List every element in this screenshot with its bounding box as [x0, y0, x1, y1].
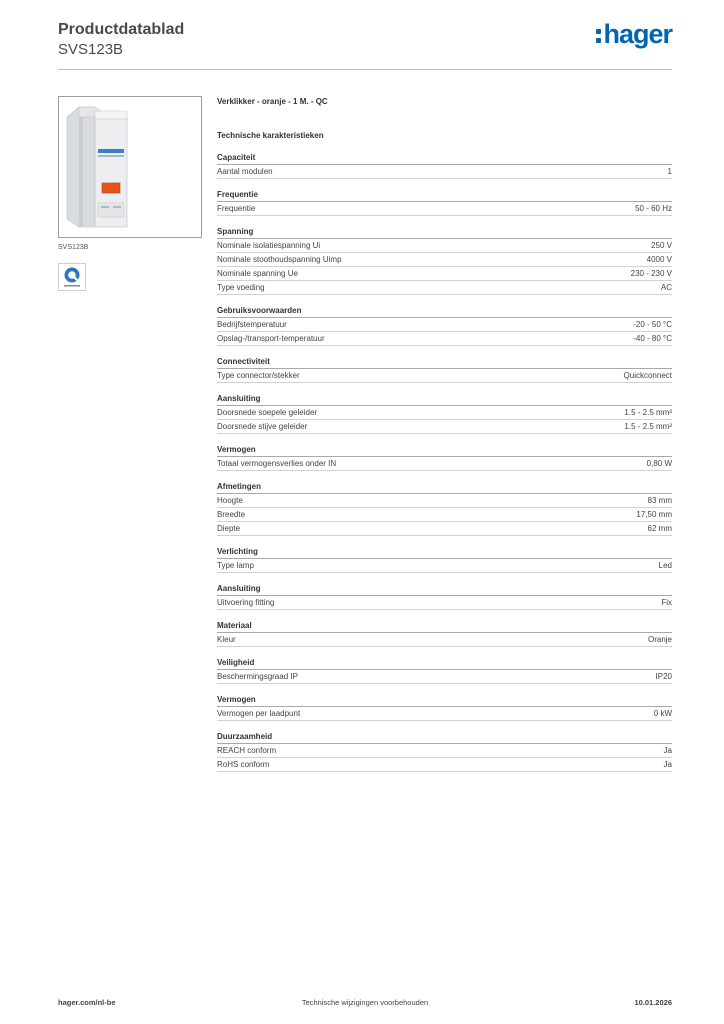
spec-label: Nominale spanning Ue — [217, 269, 298, 278]
spec-row — [217, 267, 672, 281]
product-image — [58, 96, 202, 238]
spec-section — [217, 393, 672, 434]
hager-logo — [596, 21, 672, 47]
spec-section-title: Vermogen — [217, 444, 672, 457]
document-title: Productdatablad — [58, 21, 185, 38]
spec-value: Quickconnect — [623, 371, 672, 380]
spec-value: Led — [658, 561, 672, 570]
spec-label: Beschermingsgraad IP — [217, 672, 298, 681]
spec-value: 1.5 - 2.5 mm² — [624, 422, 672, 431]
spec-value: -20 - 50 °C — [633, 320, 672, 329]
spec-label: Bedrijfstemperatuur — [217, 320, 287, 329]
page-header — [58, 21, 672, 70]
spec-row — [217, 332, 672, 346]
spec-section-title: Frequentie — [217, 189, 672, 202]
spec-row — [217, 369, 672, 383]
spec-row — [217, 281, 672, 295]
spec-value: 0,80 W — [646, 459, 672, 468]
spec-section — [217, 657, 672, 684]
spec-value: 1.5 - 2.5 mm² — [624, 408, 672, 417]
spec-row — [217, 758, 672, 772]
spec-label: Hoogte — [217, 496, 243, 505]
spec-value: -40 - 80 °C — [633, 334, 672, 343]
spec-value: AC — [660, 283, 672, 292]
spec-section-title: Aansluiting — [217, 583, 672, 596]
spec-value: 0 kW — [653, 709, 672, 718]
spec-row — [217, 239, 672, 253]
spec-label: Frequentie — [217, 204, 256, 213]
logo-dots-icon — [596, 29, 601, 43]
spec-label: Kleur — [217, 635, 236, 644]
footer-notice: Technische wijzigingen voorbehouden — [301, 998, 429, 1007]
spec-value: 230 - 230 V — [630, 269, 672, 278]
spec-section-title: Spanning — [217, 226, 672, 239]
spec-row — [217, 420, 672, 434]
spec-label: Uitvoering fitting — [217, 598, 275, 607]
footer-date: 10.01.2026 — [634, 998, 672, 1007]
spec-row — [217, 165, 672, 179]
spec-value: 62 mm — [647, 524, 672, 533]
spec-section-title: Connectiviteit — [217, 356, 672, 369]
spec-label: Doorsnede soepele geleider — [217, 408, 318, 417]
spec-row — [217, 522, 672, 536]
spec-label: Nominale isolatiespanning Ui — [217, 241, 321, 250]
document-subtitle: SVS123B — [58, 41, 124, 58]
spec-row — [217, 508, 672, 522]
spec-row — [217, 633, 672, 647]
spec-row — [217, 318, 672, 332]
spec-section — [217, 356, 672, 383]
spec-section-title: Duurzaamheid — [217, 731, 672, 744]
spec-section — [217, 731, 672, 772]
specification-sections — [217, 152, 672, 772]
spec-label: Type voeding — [217, 283, 265, 292]
product-description: Verklikker - oranje - 1 M. - QC — [217, 97, 328, 106]
modular-indicator-device-icon — [65, 103, 131, 231]
spec-label: RoHS conform — [217, 760, 270, 769]
spec-row — [217, 406, 672, 420]
spec-row — [217, 253, 672, 267]
spec-section — [217, 583, 672, 610]
spec-section — [217, 189, 672, 216]
spec-section — [217, 546, 672, 573]
spec-section-title: Afmetingen — [217, 481, 672, 494]
specification-content — [217, 96, 672, 772]
spec-label: Type lamp — [217, 561, 254, 570]
spec-value: 17,50 mm — [636, 510, 672, 519]
spec-label: Opslag-/transport-temperatuur — [217, 334, 325, 343]
spec-section — [217, 226, 672, 295]
spec-section — [217, 481, 672, 536]
spec-value: Oranje — [647, 635, 672, 644]
spec-value: 1 — [667, 167, 672, 176]
page-footer — [58, 998, 672, 1010]
spec-value: IP20 — [655, 672, 672, 681]
spec-value: 50 - 60 Hz — [635, 204, 672, 213]
spec-section-title: Capaciteit — [217, 152, 672, 165]
spec-value: Fix — [661, 598, 672, 607]
spec-section-title: Gebruiksvoorwaarden — [217, 305, 672, 318]
spec-value: 4000 V — [646, 255, 672, 264]
spec-row — [217, 494, 672, 508]
spec-row — [217, 744, 672, 758]
spec-label: Breedte — [217, 510, 246, 519]
spec-section-title: Veiligheid — [217, 657, 672, 670]
technical-characteristics-heading: Technische karakteristieken — [217, 131, 324, 140]
spec-label: Totaal vermogensverlies onder IN — [217, 459, 337, 468]
spec-row — [217, 670, 672, 684]
spec-label: Diepte — [217, 524, 241, 533]
spec-value: Ja — [663, 760, 672, 769]
spec-section-title: Vermogen — [217, 694, 672, 707]
spec-section-title: Materiaal — [217, 620, 672, 633]
spec-section-title: Aansluiting — [217, 393, 672, 406]
spec-section — [217, 694, 672, 721]
spec-label: Type connector/stekker — [217, 371, 300, 380]
product-image-label: SVS123B — [58, 244, 89, 251]
logo-text: hager — [603, 19, 672, 49]
spec-label: Aantal modulen — [217, 167, 273, 176]
spec-row — [217, 202, 672, 216]
spec-label: Doorsnede stijve geleider — [217, 422, 308, 431]
footer-website: hager.com/nl-be — [58, 998, 116, 1007]
product-image-column — [58, 96, 202, 251]
spec-value: 250 V — [651, 241, 672, 250]
spec-section — [217, 305, 672, 346]
spec-section — [217, 152, 672, 179]
spec-row — [217, 559, 672, 573]
spec-section — [217, 444, 672, 471]
spec-value: Ja — [663, 746, 672, 755]
spec-value: 83 mm — [647, 496, 672, 505]
spec-label: Nominale stoothoudspanning Uimp — [217, 255, 342, 264]
spec-label: REACH conform — [217, 746, 277, 755]
quality-badge-icon — [58, 263, 86, 291]
spec-section — [217, 620, 672, 647]
spec-label: Vermogen per laadpunt — [217, 709, 301, 718]
spec-row — [217, 457, 672, 471]
spec-row — [217, 596, 672, 610]
spec-row — [217, 707, 672, 721]
spec-section-title: Verlichting — [217, 546, 672, 559]
